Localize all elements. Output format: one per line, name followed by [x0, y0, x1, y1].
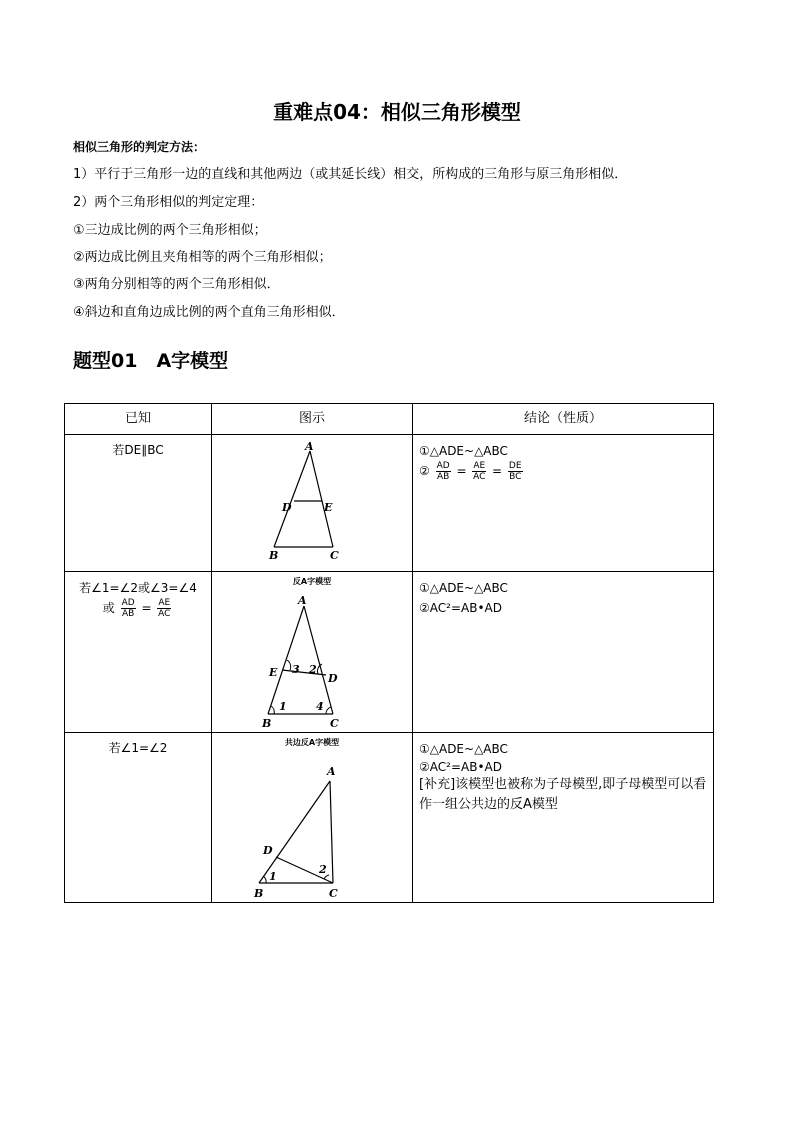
fraction: $\frac{AD}{AB}$: [436, 461, 450, 482]
row1-conclusion: [412, 434, 714, 572]
row2-known: [64, 571, 212, 733]
row3-supplement: [补充]该模型也被称为子母模型,即子母模型可以看作一组公共边的反A模型: [419, 777, 707, 812]
row3-conclusion-2: ②AC²=AB•AD: [419, 760, 502, 774]
label-D: D: [263, 844, 273, 857]
intro-line: ②两边成比例且夹角相等的两个三角形相似；: [73, 250, 332, 265]
header-known: 已知: [64, 403, 212, 435]
a-model-diagram: [212, 435, 412, 571]
label-E: E: [269, 666, 278, 679]
label-C: C: [330, 549, 339, 562]
label-B: B: [262, 717, 272, 730]
intro-line: ①三边成比例的两个三角形相似；: [73, 223, 267, 238]
model-table: [64, 403, 714, 903]
label-E: E: [324, 501, 333, 514]
label-A: A: [327, 765, 336, 778]
page-title: 重难点04：相似三角形模型: [273, 100, 521, 124]
label-D: D: [282, 501, 292, 514]
shared-side-diagram: [212, 749, 412, 904]
row2-conclusion-1: ①△ADE~△ABC: [419, 581, 508, 595]
row3-figure: [211, 732, 413, 903]
section-heading: 题型01 A字模型: [73, 350, 229, 372]
intro-line: ③两角分别相等的两个三角形相似．: [73, 277, 280, 292]
row2-known-b: 或 $\frac{AD}{AB}$ = $\frac{AE}{AC}$: [102, 598, 171, 619]
angle-1: 1: [279, 700, 287, 713]
angle-2: 2: [319, 863, 327, 876]
label-C: C: [329, 887, 338, 900]
row3-conclusion: [412, 732, 714, 903]
intro-line: ④斜边和直角边成比例的两个直角三角形相似．: [73, 305, 345, 320]
row2-figure: [211, 571, 413, 733]
row2-conclusion-2: ②AC²=AB•AD: [419, 601, 502, 615]
row1-known: 若DE∥BC: [64, 434, 212, 572]
intro-line: 1）平行于三角形一边的直线和其他两边（或其延长线）相交，所构成的三角形与原三角形相似．: [73, 167, 628, 182]
fraction: $\frac{AE}{AC}$: [158, 598, 171, 619]
angle-3: 3: [292, 663, 300, 676]
angle-1: 1: [269, 870, 277, 883]
label-B: B: [269, 549, 279, 562]
intro-heading: 相似三角形的判定方法：: [73, 140, 206, 154]
angle-4: 4: [316, 700, 324, 713]
angle-2: 2: [309, 663, 317, 676]
label-D: D: [328, 672, 338, 685]
or-text: 或: [102, 601, 115, 615]
row2-known-a: 若∠1=∠2或∠3=∠4: [79, 581, 197, 595]
row3-known: 若∠1=∠2: [64, 732, 212, 903]
row2-conclusion: [412, 571, 714, 733]
fraction: $\frac{DE}{BC}$: [508, 461, 522, 482]
figure-caption: 共边反A字模型: [284, 738, 340, 747]
label-C: C: [330, 717, 339, 730]
figure-caption: 反A字模型: [292, 577, 332, 586]
fraction: $\frac{AD}{AB}$: [121, 598, 135, 619]
row3-conclusion-1: ①△ADE~△ABC: [419, 742, 508, 756]
row1-conclusion-2: ② $\frac{AD}{AB}$ = $\frac{AE}{AC}$ = $\frac{DE}{BC}$: [419, 461, 522, 482]
label-A: A: [298, 594, 307, 607]
fraction: $\frac{AE}{AC}$: [473, 461, 486, 482]
header-figure: 图示: [211, 403, 413, 435]
label-A: A: [305, 440, 314, 453]
row1-figure: [211, 434, 413, 572]
reverse-a-diagram: [212, 588, 412, 733]
header-conclusion: 结论（性质）: [412, 403, 714, 435]
label-B: B: [254, 887, 264, 900]
row1-conclusion-1: ①△ADE~△ABC: [419, 444, 508, 458]
intro-line: 2）两个三角形相似的判定定理：: [73, 195, 264, 210]
circle-two: ②: [419, 464, 430, 478]
